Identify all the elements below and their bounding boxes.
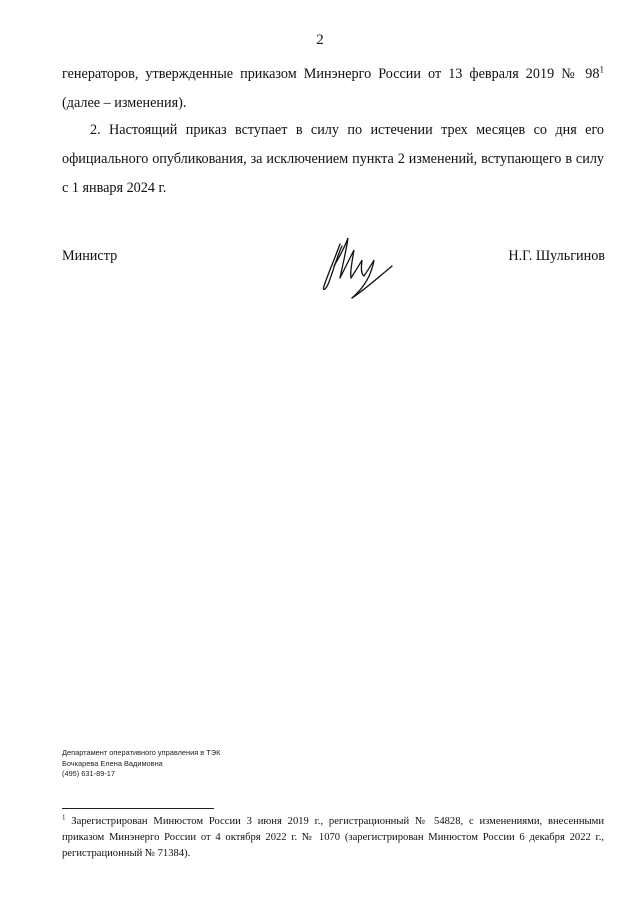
page-number: 2 xyxy=(316,32,324,48)
paragraph-2: 2. Настоящий приказ вступает в силу по истечении трех месяцев со дня его официального опубликования, за исключением пункта 2 изменений, вступающего в силу с 1 января 2024 г. xyxy=(62,122,604,196)
signer-title: Министр xyxy=(62,248,118,264)
contact-phone: (495) 631-89-17 xyxy=(62,769,116,778)
contact-department: Департамент оперативного управления в ТЭК xyxy=(62,748,221,757)
signer-name: Н.Г. Шульгинов xyxy=(508,248,605,264)
footnote xyxy=(62,814,604,862)
executor-contact xyxy=(62,748,220,780)
paragraph-1-tail: (далее – изменения). xyxy=(62,95,187,111)
footnote-text: Зарегистрирован Минюстом России 3 июня 2019 г., регистрационный № 54828, с изменениями, внесенными приказом Минэнерго России от 4 октября 2022 г. № 1070 (зарегистрирован Минюстом России 6 декабря 2022 г., регистрационный № 71384). xyxy=(62,816,604,859)
footnote-reference: 1 xyxy=(599,64,604,75)
contact-person: Бочкарева Елена Вадимовна xyxy=(62,758,163,768)
paragraph-1-text: генераторов, утвержденные приказом Минэнерго России от 13 февраля 2019 № 98 xyxy=(62,66,600,82)
footnote-marker: 1 xyxy=(62,813,66,822)
paragraph-continuation xyxy=(62,60,604,118)
handwritten-signature xyxy=(318,230,400,302)
footnote-divider xyxy=(62,808,214,809)
